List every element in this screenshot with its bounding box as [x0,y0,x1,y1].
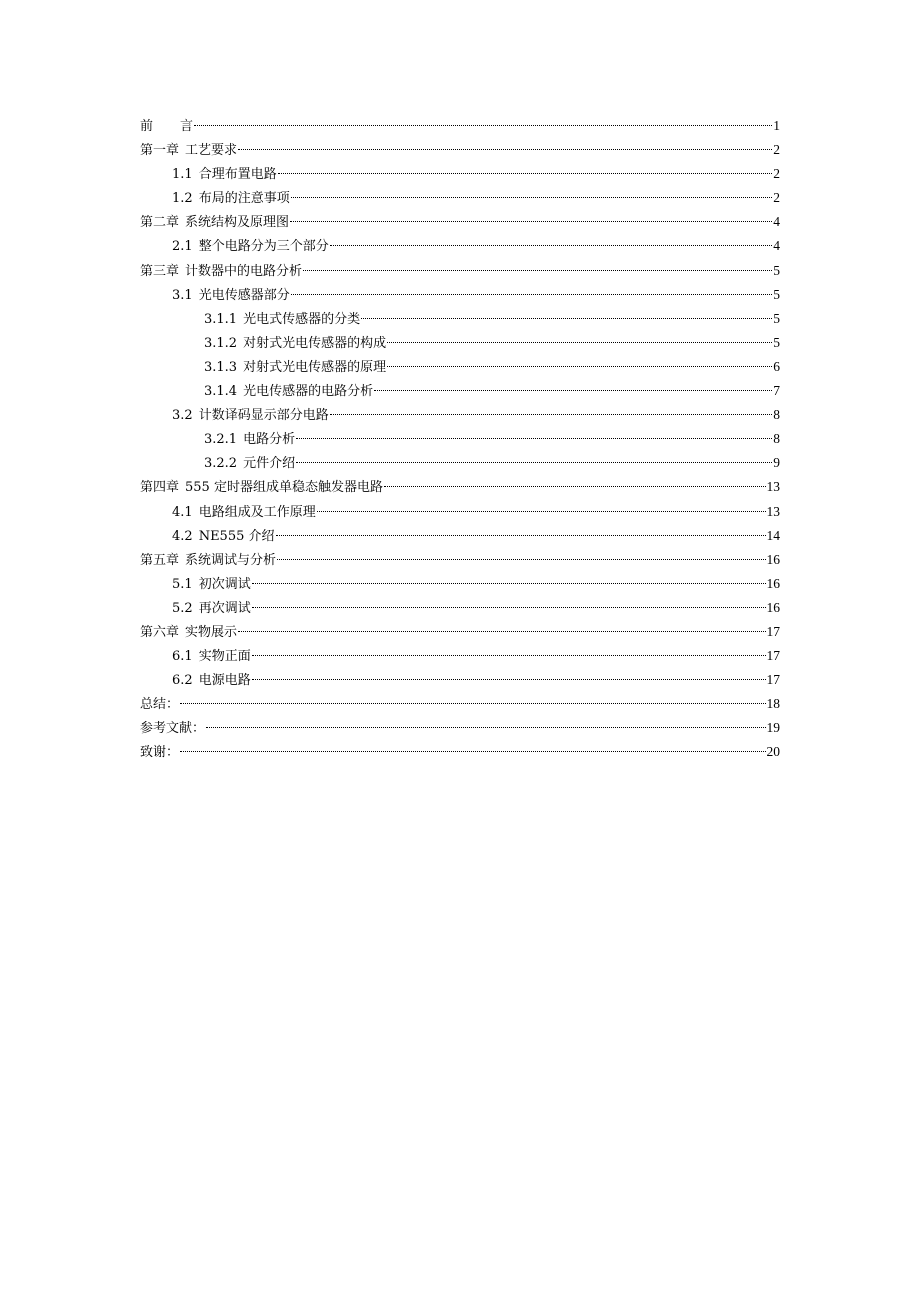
toc-entry-chapter-2[interactable] [140,210,780,234]
toc-entry-3-2[interactable] [140,403,780,427]
toc-page-number: 5 [773,310,780,326]
dot-leader [291,294,773,295]
toc-entry-text: 计数器中的电路分析 [185,263,303,279]
toc-entry-title [172,163,277,187]
toc-entry-title [172,573,251,597]
toc-entry-title [172,669,251,693]
toc-entry-text: 电路分析 [243,432,296,448]
dot-leader [317,511,766,512]
toc-entry-title [172,525,275,549]
toc-entry-title [140,621,237,645]
toc-entry-text: 整个电路分为三个部分 [198,239,329,255]
toc-entry-text: 实物正面 [198,649,251,665]
toc-entry-number: 第三章 [140,263,180,279]
dot-leader [180,751,765,752]
toc-entry-preface[interactable] [140,114,780,138]
toc-entry-text: 对射式光电传感器的原理 [243,359,387,375]
dot-leader [276,535,766,536]
toc-entry-text: 系统结构及原理图 [185,215,290,231]
toc-entry-5-2[interactable] [140,596,780,620]
toc-entry-3-1-1[interactable] [140,307,780,331]
toc-entry-chapter-1[interactable] [140,138,780,162]
toc-entry-title [204,308,360,332]
toc-entry-text: 布局的注意事项 [198,191,290,207]
toc-entry-title [140,211,289,235]
toc-page-number: 9 [773,455,780,471]
toc-entry-title [140,260,302,284]
toc-page-number: 16 [766,599,780,615]
toc-entry-title [204,332,386,356]
toc-page-number: 19 [766,720,780,736]
toc-entry-number: 第五章 [140,552,180,568]
toc-entry-number: 第四章 [140,480,180,496]
toc-entry-4-1[interactable] [140,500,780,524]
toc-page-number: 7 [773,383,780,399]
dot-leader [291,197,773,198]
toc-entry-number: 4.1 [172,504,193,520]
toc-entry-number: 6.2 [172,673,193,689]
dot-leader [252,679,766,680]
toc-entry-title [172,501,316,525]
toc-page-number: 5 [773,286,780,302]
toc-entry-title [140,549,276,573]
toc-entry-number: 5.1 [172,576,193,592]
toc-entry-number: 1.1 [172,167,193,183]
toc-entry-2-1[interactable] [140,234,780,258]
toc-entry-title [204,356,386,380]
dot-leader [238,631,765,632]
toc-entry-text: 光电传感器部分 [198,287,290,303]
dot-leader [303,270,772,271]
toc-entry-number: 6.1 [172,649,193,665]
toc-page-number: 8 [773,431,780,447]
toc-entry-chapter-5[interactable] [140,548,780,572]
toc-page-number: 16 [766,575,780,591]
toc-entry-title [140,717,205,741]
toc-page-number: 1 [773,118,780,133]
toc-entry-title [204,452,295,476]
toc-entry-number: 第一章 [140,143,180,159]
toc-entry-title [140,741,179,765]
toc-page-number: 17 [766,623,780,639]
toc-entry-text: NE555 介绍 [198,528,275,544]
toc-entry-title [140,139,237,163]
toc-entry-text: 计数译码显示部分电路 [198,408,329,424]
toc-entry-number: 第六章 [140,624,180,640]
toc-entry-number: 4.2 [172,528,193,544]
toc-entry-text: 555 定时器组成单稳态触发器电路 [185,480,383,496]
toc-page-number: 4 [773,238,780,254]
toc-entry-number: 3.1.3 [204,359,238,375]
toc-entry-title [204,428,295,452]
toc-page-number: 17 [766,648,780,664]
toc-entry-number: 3.2.1 [204,432,238,448]
toc-entry-3-1[interactable] [140,283,780,307]
toc-entry-title [172,597,251,621]
toc-entry-text: 对射式光电传感器的构成 [243,335,387,351]
dot-leader [290,221,772,222]
toc-entry-3-2-2[interactable] [140,451,780,475]
dot-leader [330,414,773,415]
toc-entry-text: 实物展示 [185,624,238,640]
toc-entry-number: 1.2 [172,191,193,207]
dot-leader [277,559,765,560]
toc-entry-number: 5.2 [172,600,193,616]
toc-entry-references[interactable] [140,716,780,740]
toc-entry-number: 3.2 [172,408,193,424]
toc-entry-text: 系统调试与分析 [185,552,277,568]
toc-page-number: 6 [773,358,780,374]
toc-page-number: 14 [766,527,780,543]
toc-page-number: 17 [766,672,780,688]
toc-entry-5-1[interactable] [140,572,780,596]
toc-entry-text: 电源电路 [198,673,251,689]
toc-entry-text: 工艺要求 [185,143,238,159]
dot-leader [206,727,765,728]
toc-page-number: 13 [766,503,780,519]
toc-entry-acknowledgements[interactable] [140,740,780,764]
toc-entry-number: 3.1 [172,287,193,303]
toc-entry-number: 3.1.2 [204,335,238,351]
dot-leader [296,438,772,439]
toc-page-number: 16 [766,551,780,567]
toc-page-number: 8 [773,407,780,423]
toc-entry-text: 光电式传感器的分类 [243,311,361,327]
dot-leader [252,607,766,608]
toc-page-number: 18 [766,696,780,712]
toc-entry-3-1-2[interactable] [140,331,780,355]
toc-entry-chapter-4[interactable] [140,475,780,499]
toc-entry-number: 第二章 [140,215,180,231]
dot-leader [278,173,773,174]
table-of-contents [140,114,780,765]
toc-entry-3-1-3[interactable] [140,355,780,379]
toc-entry-title [204,380,373,404]
dot-leader [238,149,772,150]
toc-entry-text: 合理布置电路 [198,167,277,183]
dot-leader [330,245,773,246]
toc-entry-3-1-4[interactable] [140,379,780,403]
toc-entry-6-2[interactable] [140,668,780,692]
dot-leader [252,655,766,656]
toc-entry-title [172,187,290,211]
toc-entry-chapter-3[interactable] [140,259,780,283]
toc-page-number: 2 [773,142,780,158]
toc-entry-title [140,693,179,717]
toc-entry-text: 致谢： [140,745,180,761]
toc-entry-number: 前 [140,119,154,134]
toc-entry-text: 再次调试 [198,600,251,616]
toc-entry-text: 言 [180,119,194,134]
toc-entry-text: 总结： [140,697,180,713]
dot-leader [252,583,766,584]
toc-page-number: 5 [773,262,780,278]
dot-leader [374,390,772,391]
dot-leader [387,366,772,367]
toc-entry-number: 3.1.1 [204,311,238,327]
toc-entry-1-2[interactable] [140,186,780,210]
toc-page-number: 5 [773,334,780,350]
toc-entry-title [172,645,251,669]
toc-entry-4-2[interactable] [140,524,780,548]
dot-leader [296,462,772,463]
toc-entry-number: 2.1 [172,239,193,255]
toc-entry-title [172,284,290,308]
toc-page-number: 2 [773,166,780,182]
toc-page-number: 2 [773,190,780,206]
toc-entry-6-1[interactable] [140,644,780,668]
toc-entry-1-1[interactable] [140,162,780,186]
dot-leader [387,342,772,343]
dot-leader [384,486,766,487]
toc-entry-3-2-1[interactable] [140,427,780,451]
toc-entry-title [140,115,193,139]
toc-entry-text: 参考文献： [140,721,206,737]
toc-entry-summary[interactable] [140,692,780,716]
dot-leader [361,318,772,319]
toc-entry-text: 元件介绍 [243,456,296,472]
toc-entry-text: 电路组成及工作原理 [198,504,316,520]
dot-leader [194,125,772,126]
toc-entry-title [140,476,383,500]
toc-entry-title [172,235,329,259]
toc-entry-title [172,404,329,428]
toc-entry-number: 3.1.4 [204,384,238,400]
toc-entry-text: 初次调试 [198,576,251,592]
toc-entry-text: 光电传感器的电路分析 [243,384,374,400]
toc-page-number: 20 [766,744,780,760]
toc-entry-chapter-6[interactable] [140,620,780,644]
toc-page-number: 4 [773,214,780,230]
dot-leader [180,703,765,704]
toc-entry-number: 3.2.2 [204,456,238,472]
toc-page-number: 13 [766,479,780,495]
